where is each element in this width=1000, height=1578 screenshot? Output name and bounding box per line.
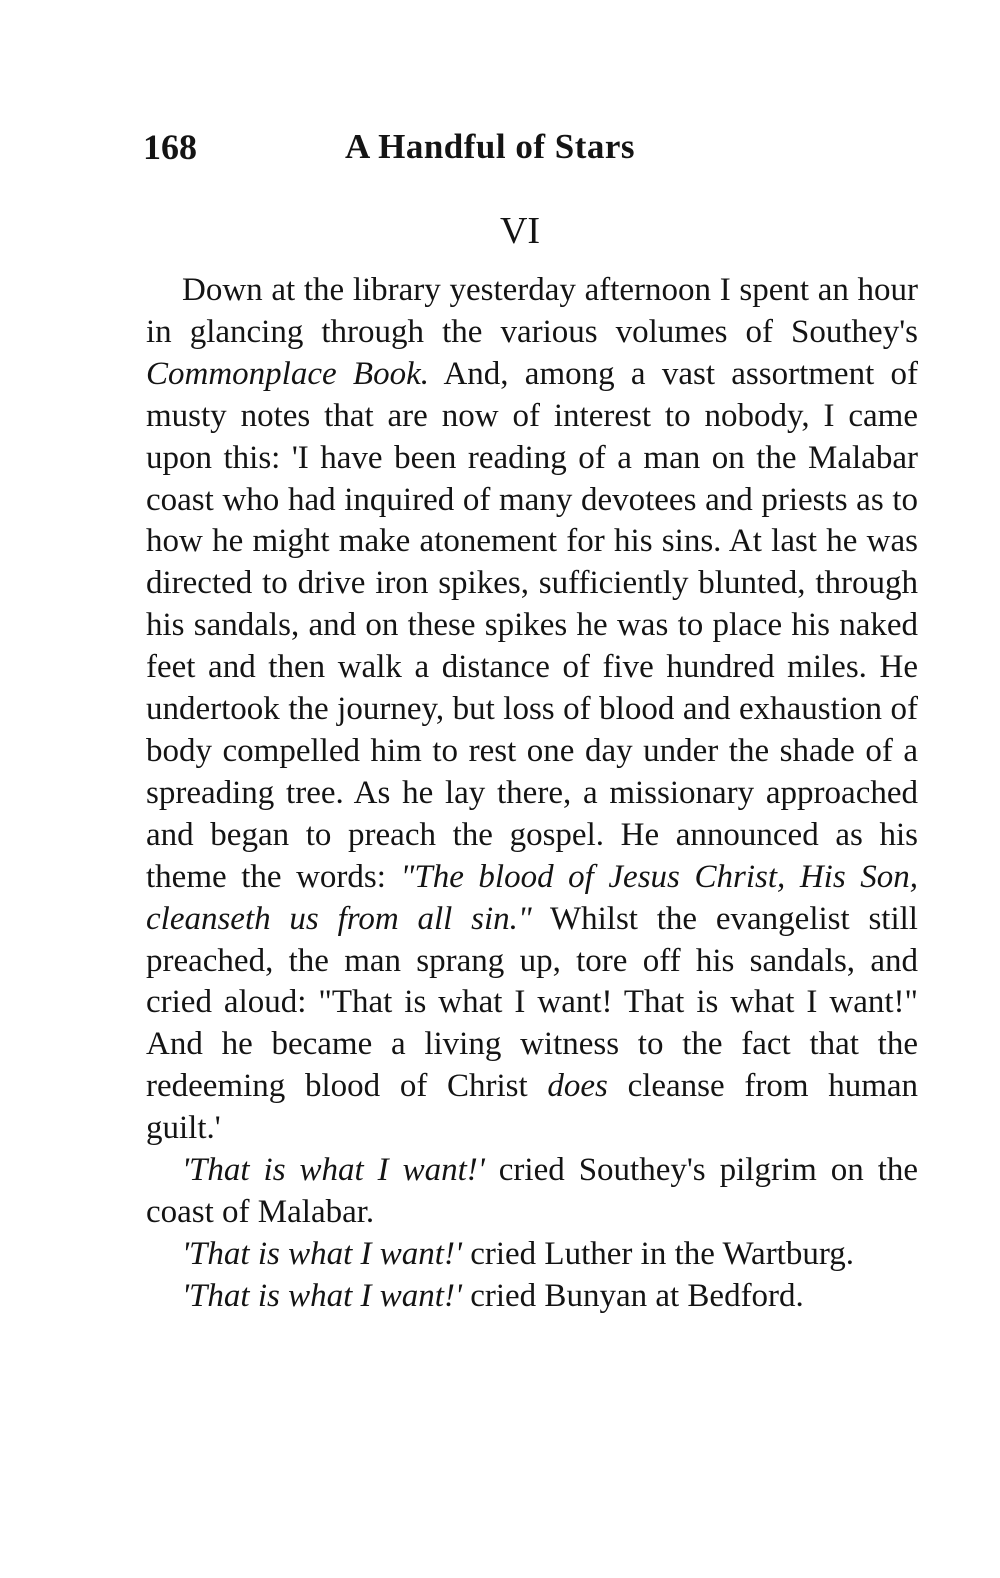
paragraph-text: cried Bunyan at Bedford. <box>461 1277 804 1314</box>
book-title-italic: Commonplace Book. <box>146 355 429 392</box>
paragraph-text: Down at the library yesterday afternoon I spent an hour in glancing through the various volumes of Southey's <box>146 272 918 350</box>
paragraph-text: Whilst the evangelist still preached, the man sprang up, tore off his sandals, and cried aloud: "That is what I want! That is what I want!" And he became a living witness to the fact that the redeeming blood of Christ <box>146 900 918 1105</box>
scripture-quote: "The blood of Jesus Christ, His Son, cleanseth us from all sin." <box>146 858 918 937</box>
exclamation-italic: 'That is what I want!' <box>182 1277 462 1314</box>
paragraph-luther <box>146 1234 918 1276</box>
book-title: A Handful of Stars <box>345 127 636 166</box>
running-head <box>0 122 1000 172</box>
paragraph-text: cried Luther in the Wartburg. <box>461 1235 854 1272</box>
body-text <box>146 270 918 1318</box>
paragraph-southey-note <box>146 270 918 1150</box>
paragraph-text: cleanse from human guilt.' <box>146 1068 919 1147</box>
paragraph-bunyan <box>146 1276 918 1318</box>
paragraph-text: And, among a vast assortment of musty notes that are now of interest to nobody, I came upon this: 'I have been reading of a man on the Malabar coast who had inquired of many devotees and priests as to how he might make atonement for his sins. At last he was directed to drive iron spikes, sufficiently blunted, through his sandals, and on these spikes he was to place his naked feet and then walk a distance of five hundred miles. He undertook the journey, but loss of blood and exhaustion of body compelled him to rest one day under the shade of a spreading tree. As he lay there, a missionary approached and began to preach the gospel. He announced as his theme the words: <box>146 355 919 895</box>
exclamation-italic: 'That is what I want!' <box>182 1152 485 1189</box>
emphasis-word: does <box>547 1068 608 1105</box>
page-number: 168 <box>143 127 197 167</box>
paragraph-malabar <box>146 1150 918 1234</box>
paragraph-text: cried Southey's pilgrim on the coast of Malabar. <box>146 1152 919 1230</box>
exclamation-italic: 'That is what I want!' <box>182 1235 462 1272</box>
section-heading: VI <box>499 210 541 252</box>
